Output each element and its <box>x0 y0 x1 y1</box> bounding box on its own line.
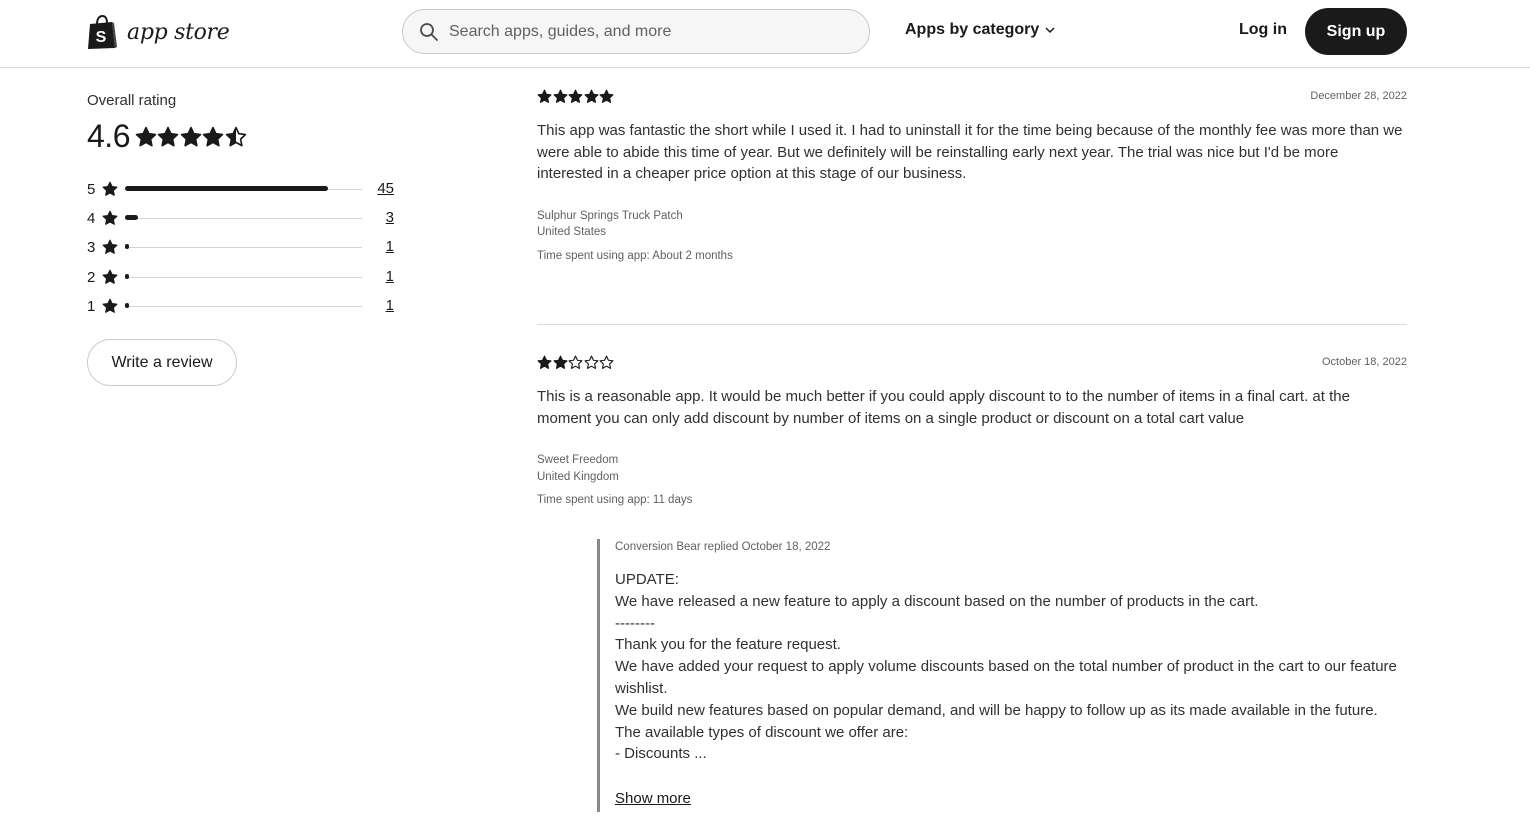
rating-count-link[interactable]: 45 <box>377 180 394 197</box>
star-filled-icon <box>102 181 118 197</box>
review-text: This is a reasonable app. It would be much better if you could apply discount to to the number of items in a final cart. at the moment you can only add discount by number of items on a single product or discount on a total cart value <box>537 388 1350 427</box>
rating-bar-fill <box>125 244 129 249</box>
shopify-bag-icon <box>87 15 117 50</box>
overall-rating-stars <box>135 126 248 148</box>
star-filled-icon <box>180 126 202 148</box>
review-card <box>537 355 1407 515</box>
rating-distribution-row <box>87 209 394 227</box>
star-level-label: 2 <box>87 268 96 286</box>
rating-bar-track <box>125 218 362 219</box>
review-date: December 28, 2022 <box>1310 90 1407 102</box>
chevron-down-icon <box>1045 25 1055 35</box>
search-input[interactable] <box>449 23 849 41</box>
star-filled-icon <box>584 89 599 104</box>
star-filled-icon <box>102 298 118 314</box>
reviewer-store-name: Sweet Freedom <box>537 454 619 466</box>
search-bar[interactable] <box>402 9 870 54</box>
star-filled-icon <box>202 126 224 148</box>
sign-up-button[interactable]: Sign up <box>1305 8 1407 55</box>
time-spent-using-app: Time spent using app: 11 days <box>537 494 693 506</box>
rating-bar-fill <box>125 186 328 191</box>
rating-bar-fill <box>125 274 129 279</box>
rating-distribution-row <box>87 180 394 198</box>
search-icon <box>419 22 439 42</box>
rating-count-link[interactable]: 3 <box>385 209 394 226</box>
rating-bar-fill <box>125 215 138 220</box>
rating-count-link[interactable]: 1 <box>385 297 394 314</box>
logo-text: app store <box>127 19 230 45</box>
rating-bar-track <box>125 247 362 248</box>
reply-text: UPDATE: We have released a new feature to apply a discount based on the number of products in the cart. -------- Thank you for the feature request. We have added your request to apply volume discounts based on the total number of product in the cart to our feature wishlist. We build new features based on popular demand, and will be happy to follow up as its made available in the future. The available types of discount we offer are: - Discounts ... <box>615 571 1397 763</box>
review-stars <box>537 355 615 370</box>
overall-rating-value: 4.6 <box>87 118 130 154</box>
rating-bar-track <box>125 277 362 278</box>
rating-distribution-row <box>87 297 394 315</box>
reviewer-country: United Kingdom <box>537 471 619 483</box>
star-half-icon <box>225 126 247 148</box>
star-filled-icon <box>135 126 157 148</box>
star-filled-icon <box>157 126 179 148</box>
review-date: October 18, 2022 <box>1321 356 1407 368</box>
rating-bar-track <box>125 189 362 190</box>
star-level-label: 5 <box>87 180 96 198</box>
star-level-label: 1 <box>87 297 96 315</box>
star-empty-icon <box>568 355 583 370</box>
star-filled-icon <box>537 89 552 104</box>
category-label: Apps by category <box>905 21 1040 38</box>
star-filled-icon <box>568 89 583 104</box>
review-stars <box>537 89 615 104</box>
top-navigation-bar <box>0 0 1530 68</box>
review-card <box>537 89 1407 269</box>
rating-count-link[interactable]: 1 <box>385 238 394 255</box>
review-text: This app was fantastic the short while I used it. I had to uninstall it for the time being because of the monthly fee was more than we were able to abide this time of year. But we definitely will be reinstalling early next year. The trial was nice but I'd be more interested in a cheaper price option at this stage of our business. <box>537 122 1403 183</box>
star-filled-icon <box>102 239 118 255</box>
star-level-label: 3 <box>87 238 96 256</box>
overall-rating <box>87 118 247 155</box>
rating-bar-fill <box>125 303 129 308</box>
rating-distribution-row <box>87 238 394 256</box>
star-empty-icon <box>599 355 614 370</box>
rating-bar-track <box>125 306 362 307</box>
star-filled-icon <box>599 89 614 104</box>
reply-header: Conversion Bear replied October 18, 2022 <box>615 541 831 553</box>
svg-text:S: S <box>95 28 107 46</box>
reviewer-country: United States <box>537 226 607 238</box>
developer-reply <box>597 539 1407 812</box>
star-level-label: 4 <box>87 209 96 227</box>
star-filled-icon <box>537 355 552 370</box>
write-review-button[interactable]: Write a review <box>87 339 237 386</box>
log-in-link[interactable]: Log in <box>1239 21 1287 38</box>
rating-count-link[interactable]: 1 <box>385 268 394 285</box>
star-filled-icon <box>102 210 118 226</box>
time-spent-using-app: Time spent using app: About 2 months <box>537 250 733 262</box>
star-empty-icon <box>584 355 599 370</box>
rating-distribution-row <box>87 268 394 286</box>
show-more-link[interactable]: Show more <box>615 790 691 807</box>
overall-rating-label: Overall rating <box>87 92 177 109</box>
apps-by-category-dropdown[interactable] <box>905 21 1055 39</box>
review-divider <box>537 324 1407 325</box>
star-filled-icon <box>553 89 568 104</box>
star-filled-icon <box>102 269 118 285</box>
app-store-logo[interactable] <box>87 14 230 50</box>
star-filled-icon <box>553 355 568 370</box>
reviewer-store-name: Sulphur Springs Truck Patch <box>537 210 683 222</box>
